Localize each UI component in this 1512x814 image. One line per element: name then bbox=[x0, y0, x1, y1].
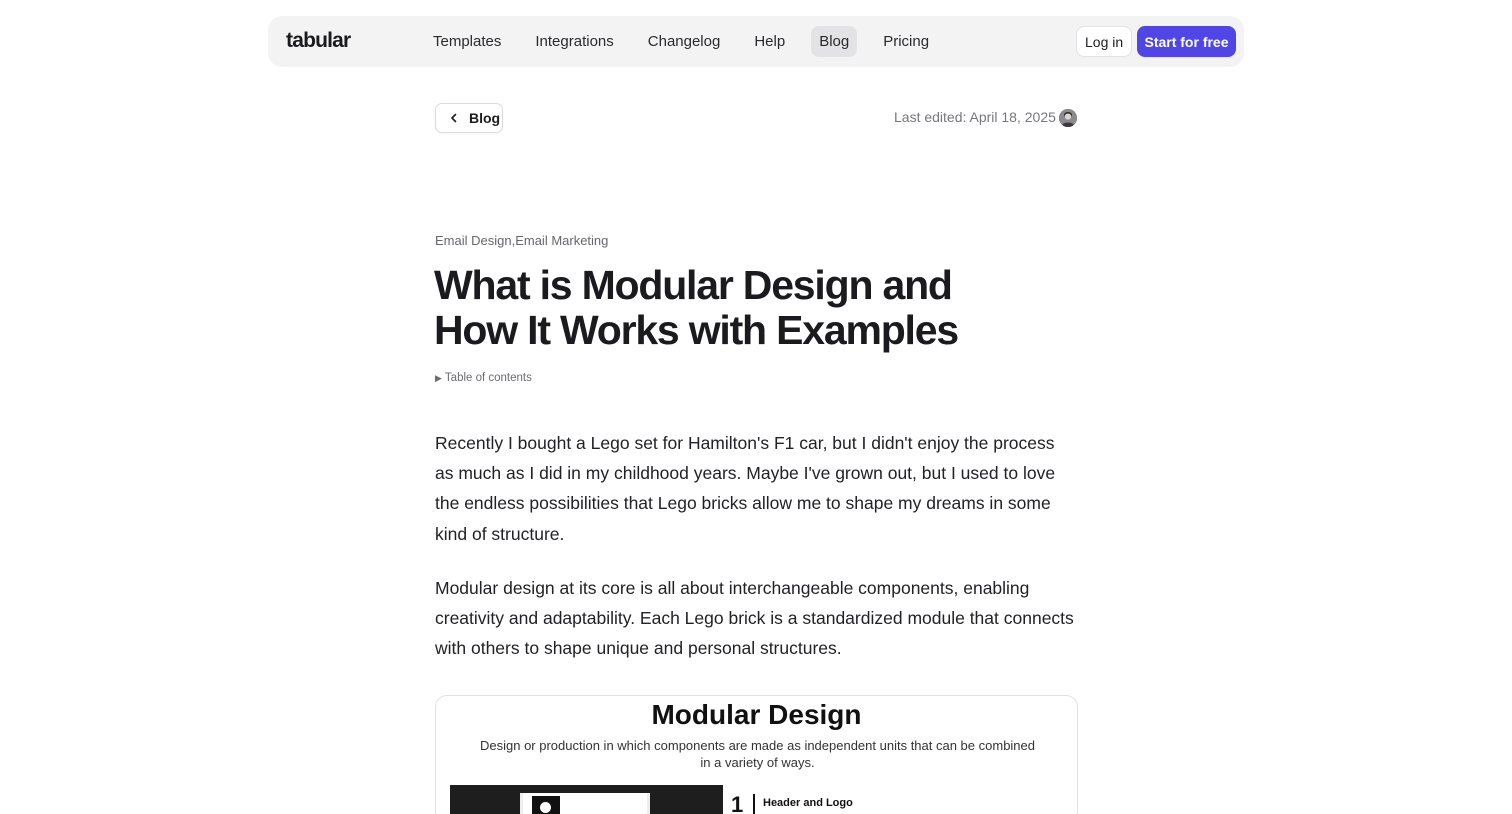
disclosure-triangle-icon: ▶ bbox=[435, 373, 442, 383]
article-title-line-1: What is Modular Design and bbox=[434, 262, 952, 308]
figure-title: Modular Design bbox=[651, 699, 862, 730]
article-categories: Email Design,Email Marketing bbox=[435, 233, 609, 248]
table-of-contents-toggle[interactable] bbox=[435, 372, 532, 384]
figure-item-divider bbox=[753, 794, 755, 814]
nav-pricing[interactable]: Pricing bbox=[883, 33, 930, 50]
chevron-left-icon bbox=[447, 111, 461, 125]
nav-templates[interactable]: Templates bbox=[433, 33, 502, 50]
nav-help[interactable]: Help bbox=[754, 33, 786, 50]
email-mockup-image bbox=[450, 785, 723, 814]
email-mockup-logo-mark bbox=[540, 802, 551, 813]
tabular-logo[interactable]: tabular bbox=[286, 29, 351, 52]
figure-item-label: Header and Logo bbox=[763, 797, 853, 809]
article-paragraph: Recently I bought a Lego set for Hamilton's F1 car, but I didn't enjoy the process as much as I did in my childhood years. Maybe I've grown out, but I used to love the endless possibilities that Lego bricks allow me to shape my dreams in some kind of structure. bbox=[435, 433, 1056, 544]
nav-blog[interactable]: Blog bbox=[811, 26, 857, 57]
top-navbar bbox=[268, 16, 1244, 67]
login-button[interactable]: Log in bbox=[1076, 26, 1132, 57]
article-title-line-2: How It Works with Examples bbox=[434, 307, 958, 353]
author-avatar bbox=[1059, 109, 1077, 127]
back-button-label: Blog bbox=[469, 110, 501, 126]
author-avatar-image bbox=[1059, 109, 1077, 127]
last-edited-date: Last edited: April 18, 2025 bbox=[894, 109, 1056, 125]
article-paragraph: Modular design at its core is all about interchangeable components, enabling creativity and adaptability. Each Lego brick is a standardized module that connects with others to shape unique and personal structures. bbox=[435, 578, 1074, 659]
toc-label: Table of contents bbox=[444, 372, 532, 384]
nav-integrations[interactable]: Integrations bbox=[535, 33, 614, 50]
modular-design-figure bbox=[435, 695, 1078, 814]
nav-links bbox=[425, 26, 955, 57]
figure-item-number: 1 bbox=[731, 792, 744, 814]
figure-subtitle: Design or production in which components are made as independent units that can be combined in a variety of ways. bbox=[479, 738, 1035, 770]
start-for-free-button[interactable]: Start for free bbox=[1137, 26, 1236, 57]
back-to-blog-button[interactable] bbox=[435, 103, 503, 133]
nav-changelog[interactable]: Changelog bbox=[647, 33, 721, 50]
article-title bbox=[434, 263, 1034, 353]
